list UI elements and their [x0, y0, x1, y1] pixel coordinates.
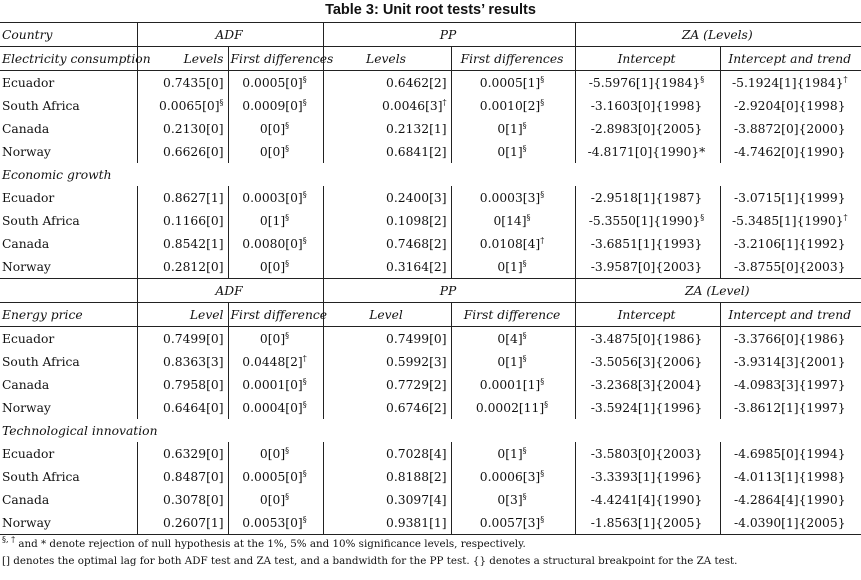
value-text: -4.4241[4]{1990} — [590, 492, 703, 507]
value-cell — [720, 488, 861, 511]
value-cell — [575, 255, 720, 279]
significance-mark: § — [219, 97, 224, 107]
value-cell — [575, 186, 720, 209]
value-text: 0.0005[0] — [242, 75, 303, 90]
notes-line-2: [] denotes the optimal lag for both ADF test and ZA test, and a bandwidth for the PP test. {} denotes a structural breakpoint for the ZA test. — [2, 555, 738, 567]
significance-mark: § — [700, 74, 705, 84]
significance-mark: § — [285, 143, 290, 153]
table-row — [0, 511, 861, 535]
significance-mark: § — [285, 445, 290, 455]
value-text: 0.0046[3] — [382, 98, 443, 113]
value-cell — [137, 232, 228, 255]
notes-line-1 — [2, 536, 861, 553]
country-cell: Ecuador — [2, 190, 55, 205]
value-cell — [720, 232, 861, 255]
subheader-row — [0, 303, 861, 327]
value-text: -3.5924[1]{1996} — [590, 400, 703, 415]
value-text: -3.2106[1]{1992} — [733, 236, 846, 251]
column-header: First difference — [228, 303, 323, 327]
value-cell — [720, 117, 861, 140]
value-text: 0.7499[0] — [163, 331, 224, 346]
value-text: 0.1098[2] — [386, 213, 447, 228]
significance-mark: § — [540, 189, 545, 199]
significance-mark: § — [302, 376, 307, 386]
value-text: -3.0715[1]{1999} — [733, 190, 846, 205]
significance-mark: § — [522, 330, 527, 340]
value-cell — [451, 488, 575, 511]
value-text: 0.0001[1] — [479, 377, 541, 392]
value-cell — [720, 255, 861, 279]
pp-header: PP — [323, 23, 575, 47]
value-text: -4.0983[3]{1997} — [733, 377, 846, 392]
value-cell — [137, 327, 228, 351]
value-cell — [323, 442, 451, 465]
value-cell — [720, 511, 861, 535]
significance-mark: § — [544, 399, 549, 409]
value-cell — [323, 117, 451, 140]
value-text: 0[0] — [259, 446, 286, 461]
value-cell — [720, 209, 861, 232]
value-cell — [575, 511, 720, 535]
za-header: ZA (Levels) — [575, 23, 861, 47]
value-text: 0.5992[3] — [386, 354, 447, 369]
value-cell — [228, 442, 323, 465]
significance-mark: § — [302, 399, 307, 409]
value-cell — [575, 442, 720, 465]
table-row — [0, 140, 861, 163]
country-cell: Norway — [0, 511, 137, 535]
column-header: First difference — [451, 303, 575, 327]
value-cell — [720, 71, 861, 95]
header-row — [0, 279, 861, 303]
value-cell — [720, 442, 861, 465]
value-text: -4.0390[1]{2005} — [733, 515, 846, 530]
value-cell — [228, 94, 323, 117]
notes-symbols: §, † — [2, 535, 16, 544]
table-row — [0, 465, 861, 488]
value-cell — [137, 488, 228, 511]
blank-label — [0, 279, 137, 303]
value-cell — [137, 396, 228, 419]
value-cell — [323, 255, 451, 279]
significance-mark: § — [285, 120, 290, 130]
value-text: 0.8542[1] — [163, 236, 224, 251]
value-cell — [451, 117, 575, 140]
country-cell: Ecuador — [2, 446, 55, 461]
value-cell — [228, 117, 323, 140]
value-text: 0.1166[0] — [163, 213, 224, 228]
value-cell — [451, 350, 575, 373]
value-cell — [575, 488, 720, 511]
value-text: 0.0002[11] — [475, 400, 545, 415]
value-text: 0.0080[0] — [242, 236, 303, 251]
value-cell — [137, 140, 228, 163]
value-text: -5.3550[1]{1990} — [588, 213, 701, 228]
column-header: Intercept — [575, 47, 720, 71]
value-cell — [451, 140, 575, 163]
value-cell — [228, 232, 323, 255]
value-text: -1.8563[1]{2005} — [590, 515, 703, 530]
section-label: Electricity consumption — [0, 47, 137, 71]
value-cell — [323, 327, 451, 351]
significance-mark: § — [522, 445, 527, 455]
value-cell — [323, 350, 451, 373]
value-cell — [451, 373, 575, 396]
value-text: 0.7435[0] — [163, 75, 224, 90]
value-text: -3.5803[0]{2003} — [590, 446, 703, 461]
header-row — [0, 23, 861, 47]
table-row — [0, 232, 861, 255]
value-text: -4.7462[0]{1990} — [733, 144, 846, 159]
column-header: First differences — [451, 47, 575, 71]
value-text: 0.0010[2] — [479, 98, 541, 113]
significance-mark: § — [302, 514, 307, 524]
value-cell — [720, 465, 861, 488]
country-cell: Norway — [2, 259, 51, 274]
value-cell — [720, 327, 861, 351]
country-cell: South Africa — [2, 354, 80, 369]
table-notes — [0, 536, 861, 570]
value-cell — [137, 186, 228, 209]
value-cell — [228, 209, 323, 232]
value-cell — [228, 350, 323, 373]
value-text: 0[1] — [259, 213, 286, 228]
value-cell — [228, 373, 323, 396]
value-cell — [451, 327, 575, 351]
value-text: -4.0113[1]{1998} — [733, 469, 846, 484]
value-cell — [323, 488, 451, 511]
value-text: 0.0001[0] — [242, 377, 303, 392]
value-cell — [228, 71, 323, 95]
value-text: 0[0] — [259, 492, 286, 507]
value-text: 0.6329[0] — [163, 446, 224, 461]
table-row — [0, 327, 861, 351]
value-text: 0[4] — [497, 331, 523, 346]
column-header: Levels — [323, 47, 451, 71]
column-header: Level — [323, 303, 451, 327]
value-cell — [137, 71, 228, 95]
value-text: -3.8755[0]{2003} — [733, 259, 846, 274]
value-text: -5.3485[1]{1990} — [731, 213, 844, 228]
country-cell: South Africa — [2, 98, 80, 113]
value-cell — [720, 396, 861, 419]
value-cell — [228, 255, 323, 279]
value-cell — [451, 71, 575, 95]
significance-mark: § — [302, 74, 307, 84]
value-text: -5.1924[1]{1984} — [731, 75, 844, 90]
value-cell — [137, 465, 228, 488]
section-row — [0, 419, 861, 442]
table-row — [0, 186, 861, 209]
adf-header: ADF — [137, 23, 323, 47]
value-text: 0[1] — [497, 259, 523, 274]
value-cell — [451, 511, 575, 535]
value-text: 0.7499[0] — [386, 331, 447, 346]
value-text: 0.2130[0] — [163, 121, 224, 136]
value-cell — [451, 94, 575, 117]
value-text: 0.6462[2] — [386, 75, 447, 90]
value-text: 0.0006[3] — [479, 469, 541, 484]
value-cell — [228, 488, 323, 511]
table-row — [0, 255, 861, 279]
significance-mark: § — [302, 468, 307, 478]
value-cell — [137, 209, 228, 232]
value-text: -3.6851[1]{1993} — [590, 236, 703, 251]
significance-mark: § — [302, 189, 307, 199]
value-text: 0.0108[4] — [479, 236, 541, 251]
significance-mark: † — [302, 353, 307, 363]
value-text: 0.6626[0] — [163, 144, 224, 159]
value-text: 0.7468[2] — [386, 236, 447, 251]
value-text: 0[1] — [497, 144, 523, 159]
value-text: -2.8983[0]{2005} — [590, 121, 703, 136]
value-text: 0.0003[0] — [242, 190, 303, 205]
value-text: -3.5056[3]{2006} — [590, 354, 703, 369]
value-cell — [720, 350, 861, 373]
table-row — [0, 209, 861, 232]
table-row — [0, 71, 861, 95]
value-text: 0.3097[4] — [386, 492, 447, 507]
significance-mark: † — [843, 74, 848, 84]
value-cell — [451, 232, 575, 255]
value-text: 0[0] — [259, 259, 286, 274]
value-cell — [575, 465, 720, 488]
column-header: Intercept and trend — [720, 303, 861, 327]
country-cell: South Africa — [2, 213, 80, 228]
significance-mark: § — [522, 143, 527, 153]
value-cell — [323, 209, 451, 232]
notes-text-1: and * denote rejection of null hypothesis at the 1%, 5% and 10% significance levels, respectively. — [15, 538, 526, 550]
value-text: 0[3] — [497, 492, 523, 507]
value-text: 0.7729[2] — [386, 377, 447, 392]
value-text: 0[0] — [259, 331, 286, 346]
subheader-row — [0, 47, 861, 71]
value-cell — [720, 94, 861, 117]
value-text: -3.4875[0]{1986} — [590, 331, 703, 346]
value-text: 0.0005[0] — [242, 469, 303, 484]
significance-mark: § — [522, 353, 527, 363]
significance-mark: § — [522, 258, 527, 268]
significance-mark: § — [540, 376, 545, 386]
value-cell — [720, 186, 861, 209]
value-cell — [451, 255, 575, 279]
value-cell — [228, 396, 323, 419]
value-cell — [575, 71, 720, 95]
value-cell — [451, 465, 575, 488]
value-cell — [451, 186, 575, 209]
value-text: 0.7028[4] — [386, 446, 447, 461]
significance-mark: § — [526, 212, 531, 222]
value-cell — [575, 209, 720, 232]
significance-mark: § — [522, 491, 527, 501]
value-cell — [575, 327, 720, 351]
adf-header: ADF — [137, 279, 323, 303]
value-text: 0[14] — [493, 213, 527, 228]
value-cell — [575, 94, 720, 117]
value-text: 0[1] — [497, 446, 523, 461]
table-row — [0, 373, 861, 396]
value-cell — [228, 140, 323, 163]
table-row — [0, 350, 861, 373]
value-text: -3.2368[3]{2004} — [590, 377, 703, 392]
significance-mark: † — [843, 212, 848, 222]
column-header: Intercept and trend — [720, 47, 861, 71]
value-text: -2.9518[1]{1987} — [590, 190, 703, 205]
country-cell: South Africa — [2, 469, 80, 484]
value-cell — [137, 350, 228, 373]
value-cell — [323, 71, 451, 95]
country-cell: Canada — [2, 377, 50, 392]
value-text: -3.9314[3]{2001} — [733, 354, 846, 369]
value-text: 0.8627[1] — [163, 190, 224, 205]
value-cell — [575, 396, 720, 419]
significance-mark: § — [540, 74, 545, 84]
za-header: ZA (Level) — [575, 279, 861, 303]
value-text: 0.0004[0] — [242, 400, 303, 415]
value-cell — [323, 396, 451, 419]
significance-mark: § — [540, 97, 545, 107]
table-row — [0, 94, 861, 117]
value-text: 0[1] — [497, 354, 523, 369]
value-text: -3.8612[1]{1997} — [733, 400, 846, 415]
significance-mark: § — [285, 330, 290, 340]
column-header: Levels — [137, 47, 228, 71]
value-cell — [720, 140, 861, 163]
section-label: Technological innovation — [2, 423, 158, 438]
significance-mark: † — [540, 235, 545, 245]
country-cell: Norway — [2, 144, 51, 159]
value-text: 0.6746[2] — [386, 400, 447, 415]
column-header: Level — [137, 303, 228, 327]
value-cell — [323, 140, 451, 163]
country-cell: Norway — [2, 400, 51, 415]
value-cell — [575, 373, 720, 396]
significance-mark: § — [522, 120, 527, 130]
value-text: 0.2607[1] — [163, 515, 224, 530]
value-text: 0.0005[1] — [479, 75, 541, 90]
value-text: 0.9381[1] — [386, 515, 447, 530]
value-text: 0.2812[0] — [163, 259, 224, 274]
value-cell — [451, 396, 575, 419]
section-label: Energy price — [0, 303, 137, 327]
value-cell — [228, 327, 323, 351]
section-label: Economic growth — [2, 167, 112, 182]
country-cell: Canada — [2, 236, 50, 251]
value-text: 0.0448[2] — [242, 354, 303, 369]
country-cell: Ecuador — [0, 71, 137, 95]
value-cell — [451, 442, 575, 465]
value-text: 0[1] — [497, 121, 523, 136]
value-cell — [228, 186, 323, 209]
country-cell: Canada — [2, 492, 50, 507]
section-row — [0, 163, 861, 186]
unit-root-table — [0, 22, 861, 535]
value-text: 0[0] — [259, 121, 286, 136]
column-header: Intercept — [575, 303, 720, 327]
significance-mark: § — [302, 235, 307, 245]
significance-mark: § — [540, 514, 545, 524]
significance-mark: † — [442, 97, 447, 107]
value-text: 0.3164[2] — [386, 259, 447, 274]
value-text: -5.5976[1]{1984} — [588, 75, 701, 90]
column-header: First differences — [228, 47, 323, 71]
value-cell — [228, 465, 323, 488]
table-row — [0, 442, 861, 465]
value-cell — [137, 94, 228, 117]
value-cell — [575, 140, 720, 163]
table-row — [0, 488, 861, 511]
country-cell: Canada — [2, 121, 50, 136]
value-cell — [137, 373, 228, 396]
value-cell — [137, 255, 228, 279]
value-text: 0.2132[1] — [386, 121, 447, 136]
value-cell — [575, 232, 720, 255]
value-text: 0[0] — [259, 144, 286, 159]
country-label: Country — [0, 23, 137, 47]
significance-mark: § — [700, 212, 705, 222]
value-text: 0.6464[0] — [163, 400, 224, 415]
value-text: 0.3078[0] — [163, 492, 224, 507]
value-text: 0.2400[3] — [386, 190, 447, 205]
value-text: -4.6985[0]{1994} — [733, 446, 846, 461]
value-text: -3.8872[0]{2000} — [733, 121, 846, 136]
value-text: 0.0053[0] — [242, 515, 303, 530]
value-cell — [323, 373, 451, 396]
value-cell — [323, 94, 451, 117]
significance-mark: § — [302, 97, 307, 107]
significance-mark: § — [540, 468, 545, 478]
value-cell — [137, 117, 228, 140]
value-text: -3.3393[1]{1996} — [590, 469, 703, 484]
value-cell — [323, 232, 451, 255]
value-text: -4.2864[4]{1990} — [733, 492, 846, 507]
value-cell — [575, 350, 720, 373]
value-text: -3.1603[0]{1998} — [590, 98, 703, 113]
value-cell — [720, 373, 861, 396]
value-text: -2.9204[0]{1998} — [733, 98, 846, 113]
table-row — [0, 396, 861, 419]
value-text: -4.8171[0]{1990}* — [587, 144, 706, 159]
value-cell — [575, 117, 720, 140]
country-cell: Ecuador — [0, 327, 137, 351]
pp-header: PP — [323, 279, 575, 303]
table-row — [0, 117, 861, 140]
value-cell — [323, 465, 451, 488]
value-text: 0.8188[2] — [386, 469, 447, 484]
value-cell — [323, 511, 451, 535]
value-text: 0.0057[3] — [479, 515, 541, 530]
significance-mark: § — [285, 212, 290, 222]
value-text: 0.8487[0] — [163, 469, 224, 484]
value-cell — [137, 511, 228, 535]
value-cell — [228, 511, 323, 535]
value-text: 0.0003[3] — [479, 190, 541, 205]
value-text: -3.9587[0]{2003} — [590, 259, 703, 274]
significance-mark: § — [285, 491, 290, 501]
value-cell — [323, 186, 451, 209]
value-cell — [451, 209, 575, 232]
value-text: 0.8363[3] — [163, 354, 224, 369]
table-title: Table 3: Unit root tests’ results — [325, 2, 536, 18]
value-text: -3.3766[0]{1986} — [733, 331, 846, 346]
significance-mark: § — [285, 258, 290, 268]
value-text: 0.0065[0] — [159, 98, 220, 113]
value-cell — [137, 442, 228, 465]
value-text: 0.0009[0] — [242, 98, 303, 113]
value-text: 0.6841[2] — [386, 144, 447, 159]
value-text: 0.7958[0] — [163, 377, 224, 392]
